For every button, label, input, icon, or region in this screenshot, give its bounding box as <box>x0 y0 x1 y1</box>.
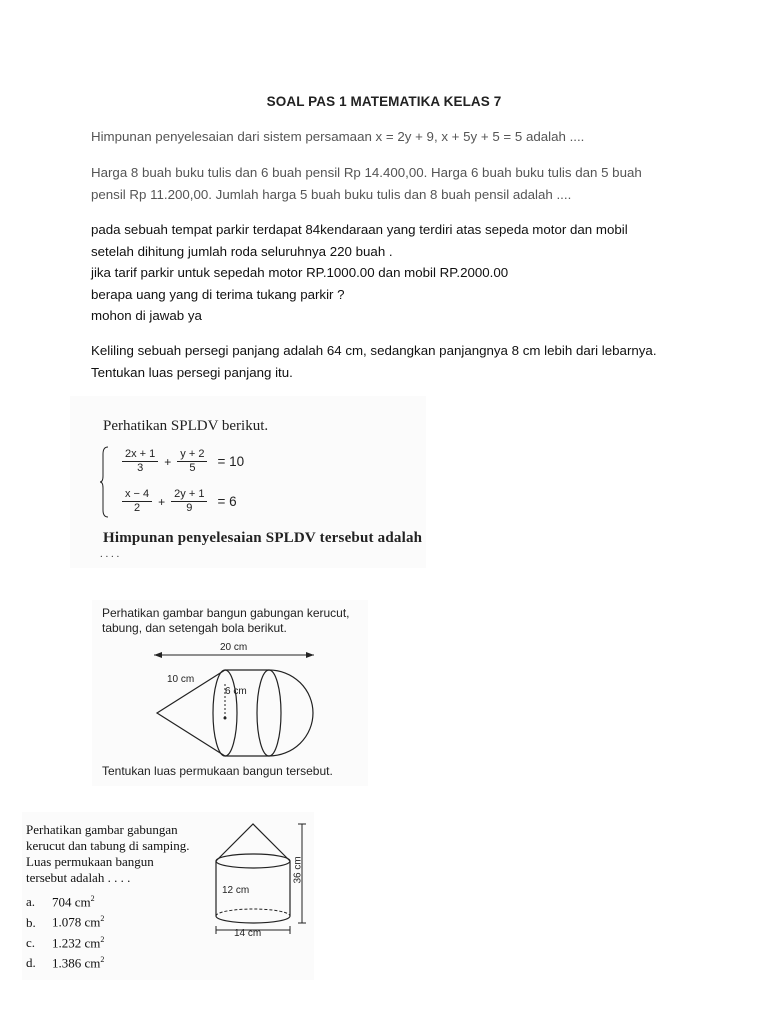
label-width: 20 cm <box>220 642 248 653</box>
question-5-image <box>70 396 426 568</box>
q6-line-2: tabung, dan setengah bola berikut. <box>102 621 287 635</box>
eq1-frac-b-den: 5 <box>189 462 196 474</box>
q7-options <box>26 890 104 971</box>
eq2-rhs: = 6 <box>217 494 237 509</box>
question-2-line-2: pensil Rp 11.200,00. Jumlah harga 5 buah buku tulis dan 8 buah pensil adalah .... <box>91 186 572 202</box>
composite-solid-diagram <box>92 638 368 763</box>
question-3-line-4: berapa uang yang di terima tukang parkir ? <box>91 286 345 302</box>
q6-text <box>102 606 350 636</box>
question-3-line-2: setelah dihitung jumlah roda seluruhnya 220 buah . <box>91 243 393 259</box>
label-radius: 6 cm <box>225 686 247 697</box>
eq1-frac-a-num: 2x + 1 <box>122 448 158 462</box>
q7-text <box>26 822 204 886</box>
page-title: SOAL PAS 1 MATEMATIKA KELAS 7 <box>266 94 502 109</box>
spldv-dots: . . . . <box>100 548 120 560</box>
q7-line-2: kerucut dan tabung di samping. <box>26 838 190 853</box>
q7-line-4: tersebut adalah . . . . <box>26 870 131 885</box>
question-2-line-1: Harga 8 buah buku tulis dan 6 buah pensil Rp 14.400,00. Harga 6 buah buku tulis dan 5 buah <box>91 165 642 180</box>
q7-line-3-text: Luas permukaan bangun <box>26 854 154 869</box>
question-4-line-2: Tentukan luas persegi panjang itu. <box>91 364 293 380</box>
eq1-plus: + <box>164 454 172 469</box>
eq1-frac-b-num: y + 2 <box>177 448 207 462</box>
q7-line-1: Perhatikan gambar gabungan <box>26 822 178 837</box>
label-diameter: 14 cm <box>234 928 262 939</box>
question-3-line-1: pada sebuah tempat parkir terdapat 84kendaraan yang terdiri atas sepeda motor dan mobil <box>91 222 628 237</box>
question-1: Himpunan penyelesaian dari sistem persamaan x = 2y + 9, x + 5y + 5 = 5 adalah .... <box>91 129 585 144</box>
option-a[interactable]: a. 704 $cm^2$ <box>26 894 95 910</box>
spldv-footer: Himpunan penyelesaian SPLDV tersebut adalah <box>103 530 423 546</box>
question-2 <box>91 162 691 205</box>
q6-footer: Tentukan luas permukaan bangun tersebut. <box>102 764 333 778</box>
label-total-height: 36 cm <box>292 856 304 884</box>
question-6-image <box>92 600 368 786</box>
question-4-line-1: Keliling sebuah persegi panjang adalah 64 cm, sedangkan panjangnya 8 cm lebih dari lebarnya. <box>91 343 657 358</box>
left-brace-icon <box>100 446 110 518</box>
eq2-frac-a-den: 2 <box>134 502 141 514</box>
question-3-line-5: mohon di jawab ya <box>91 308 202 323</box>
q6-line-1: Perhatikan gambar bangun gabungan kerucut, <box>102 606 350 620</box>
option-b[interactable]: b. 1.078 $cm^2$ <box>26 914 105 930</box>
eq1-frac-a-den: 3 <box>137 462 144 474</box>
q7-line-3 <box>26 854 204 870</box>
question-3 <box>91 219 691 327</box>
eq2-frac-b-den: 9 <box>186 502 193 514</box>
question-7-image <box>22 812 314 980</box>
option-c[interactable]: c. 1.232 $cm^2$ <box>26 934 105 950</box>
label-slant: 10 cm <box>167 674 195 685</box>
eq1-rhs: = 10 <box>217 454 245 469</box>
question-4 <box>91 340 691 383</box>
eq2-frac-b-num: 2y + 1 <box>171 488 207 502</box>
equation-1 <box>120 448 244 475</box>
spldv-heading: Perhatikan SPLDV berikut. <box>103 418 269 434</box>
eq2-frac-a-num: x − 4 <box>122 488 152 502</box>
question-3-line-3: jika tarif parkir untuk sepedah motor RP.1000.00 dan mobil RP.2000.00 <box>91 265 509 280</box>
label-cylinder-height: 12 cm <box>222 885 250 896</box>
option-d[interactable]: d. 1.386 $cm^2$ <box>26 954 105 971</box>
equation-2 <box>120 488 237 515</box>
eq2-plus: + <box>158 494 166 509</box>
